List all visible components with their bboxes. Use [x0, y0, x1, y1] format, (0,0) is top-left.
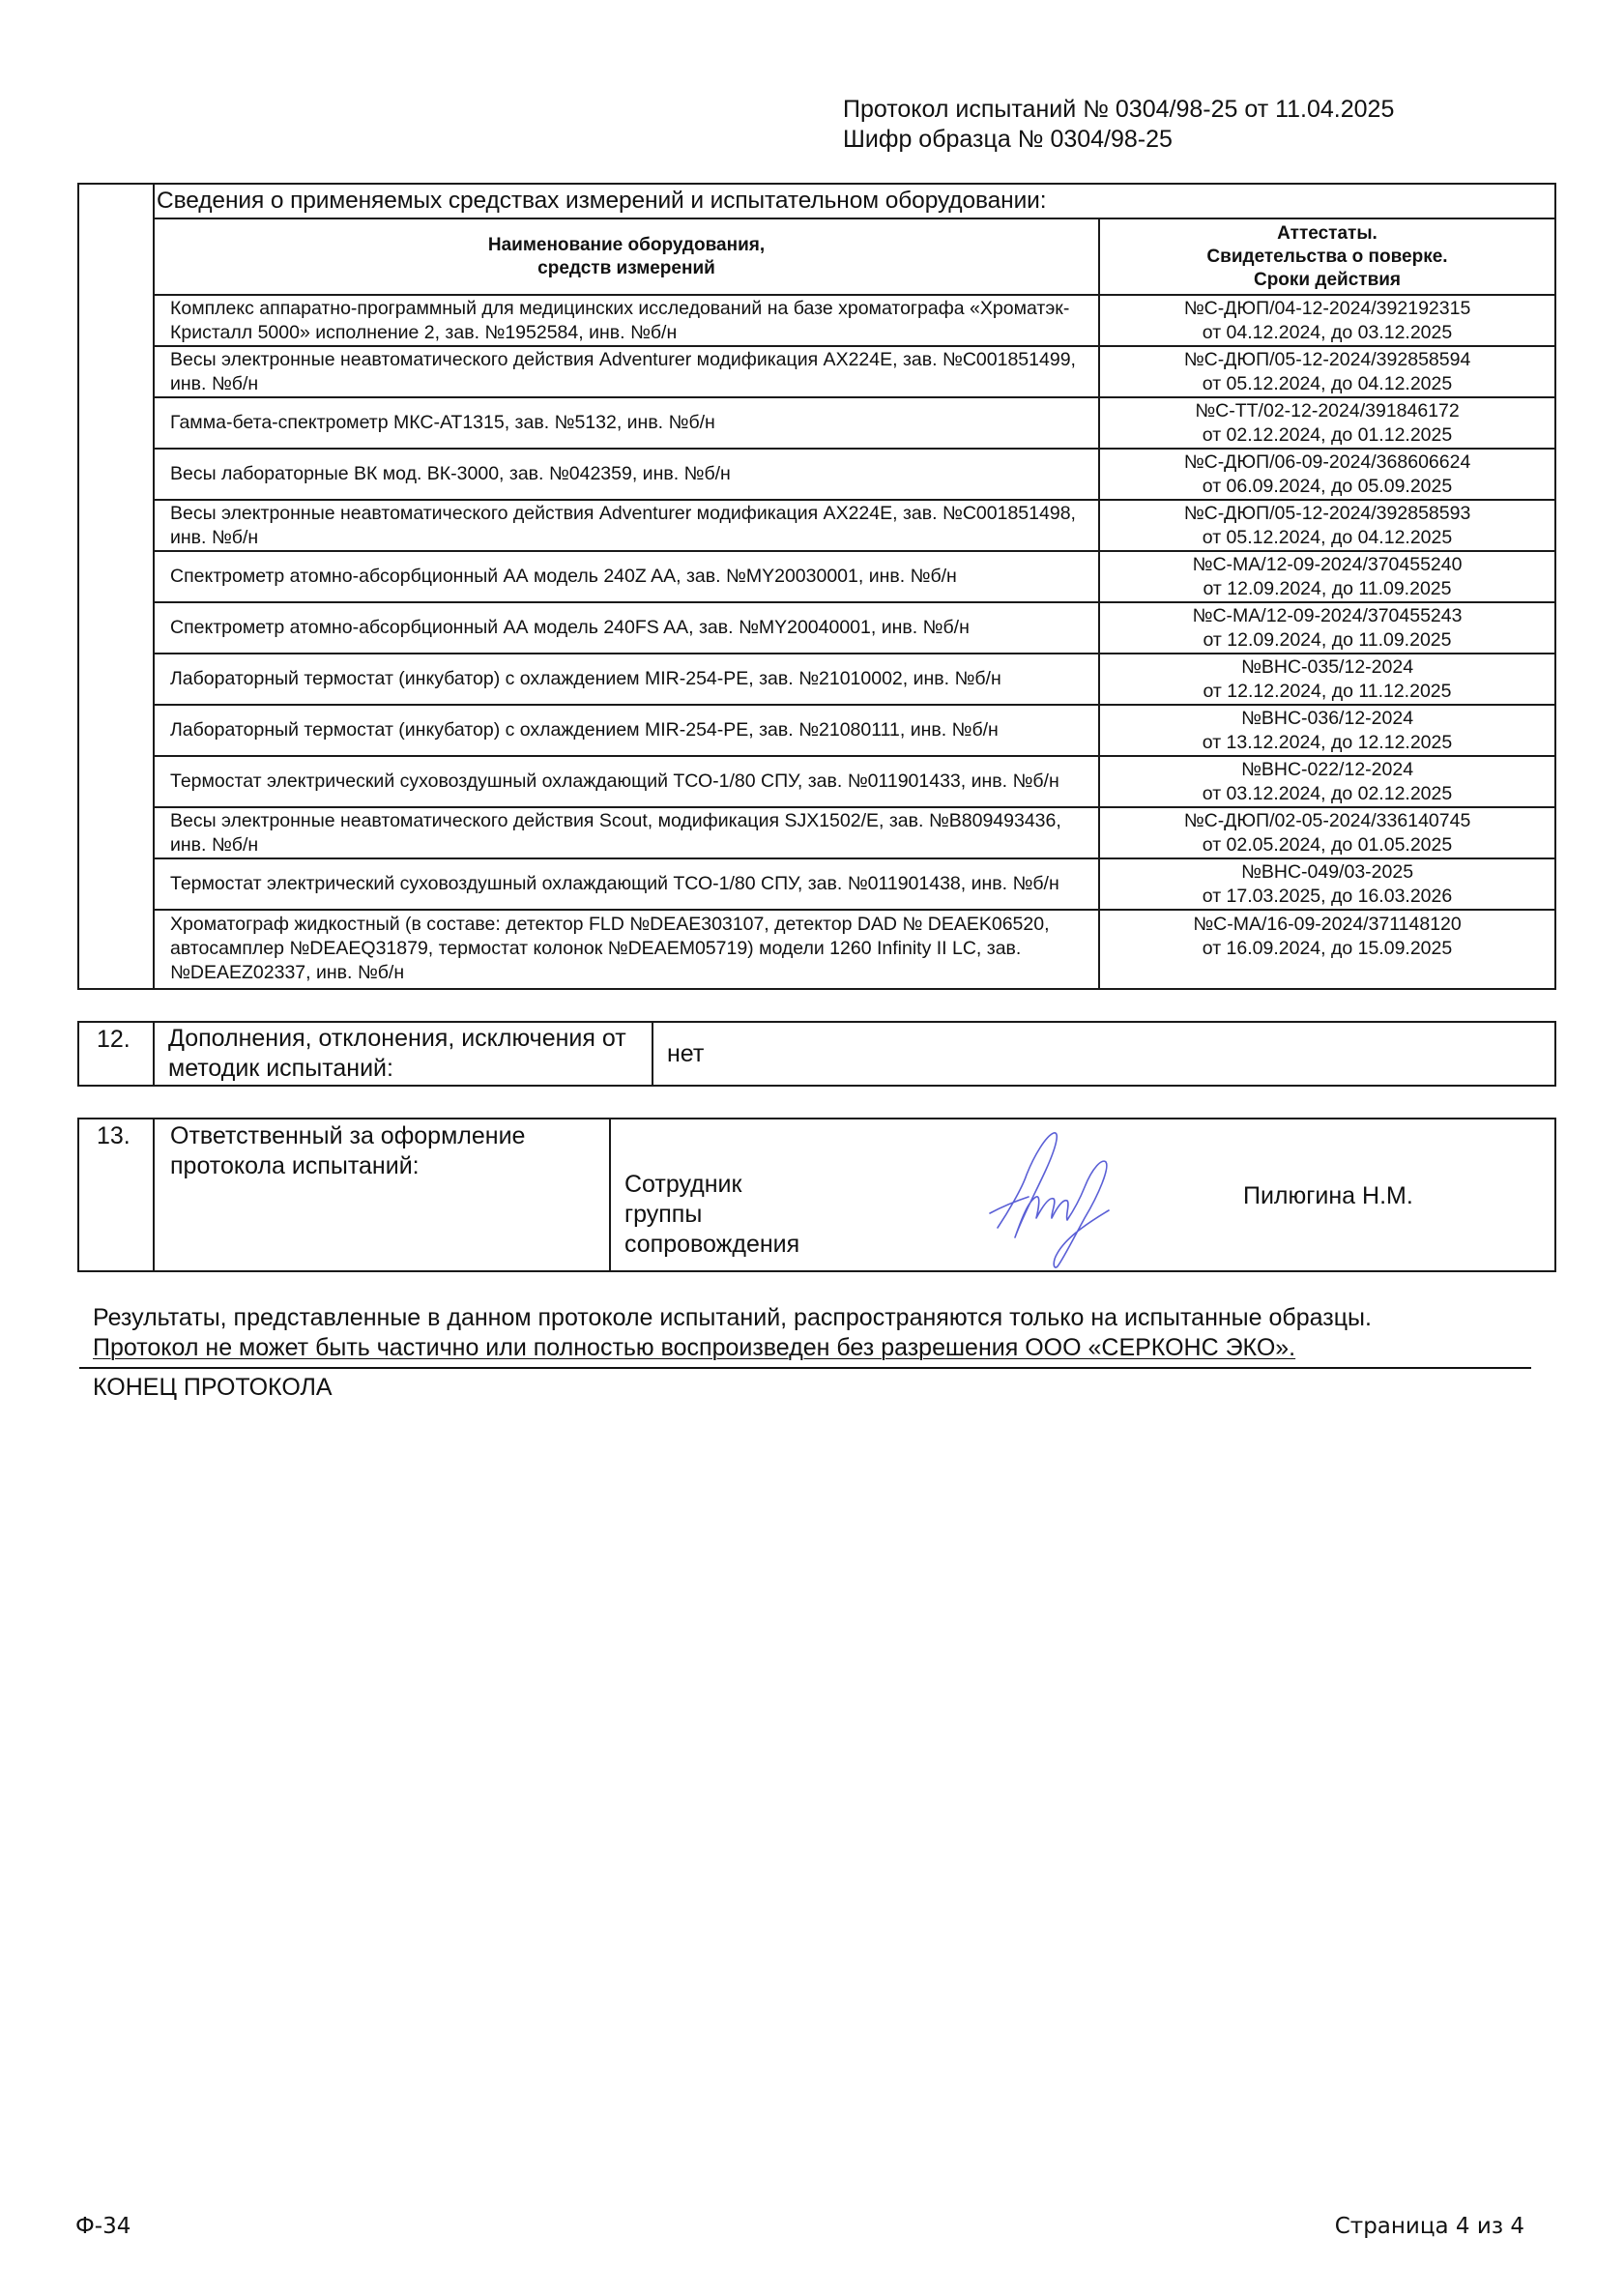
certificate-cell [1099, 756, 1555, 807]
certificate-validity: от 12.12.2024, до 11.12.2025 [1203, 680, 1452, 702]
equipment-name: Спектрометр атомно-абсорбционный АА модель 240FS AA, зав. №MY20040001, инв. №б/н [154, 602, 1099, 654]
certificate-validity: от 17.03.2025, до 16.03.2026 [1202, 885, 1453, 907]
sample-code-line: Шифр образца № 0304/98-25 [843, 126, 1173, 153]
equipment-row [78, 449, 1555, 500]
equipment-name: Лабораторный термостат (инкубатор) с охлаждением MIR-254-PE, зав. №21010002, инв. №б/н [154, 654, 1099, 705]
section-12-value: нет [652, 1022, 1555, 1086]
certificate-number: №С-ТТ/02-12-2024/391846172 [1195, 399, 1460, 421]
column-header-line: средств измерений [537, 257, 715, 278]
column-header-certificates [1099, 218, 1555, 295]
certificate-cell [1099, 346, 1555, 397]
certificate-number: №ВНС-036/12-2024 [1240, 707, 1414, 729]
equipment-name: Спектрометр атомно-абсорбционный АА модель 240Z AA, зав. №MY20030001, инв. №б/н [154, 551, 1099, 602]
certificate-validity: от 12.09.2024, до 11.09.2025 [1203, 577, 1452, 599]
certificate-cell [1099, 654, 1555, 705]
disclaimer-line-1: Результаты, представленные в данном протоколе испытаний, распространяются только на испытанные образцы. [93, 1304, 1372, 1331]
certificate-cell [1099, 449, 1555, 500]
certificate-cell [1099, 295, 1555, 346]
equipment-row [78, 654, 1555, 705]
end-of-protocol: КОНЕЦ ПРОТОКОЛА [93, 1374, 333, 1401]
protocol-number-line: Протокол испытаний № 0304/98-25 от 11.04.2025 [843, 96, 1395, 123]
column-header-line: Аттестаты. [1277, 222, 1378, 244]
certificate-number: №С-МА/16-09-2024/371148120 [1193, 914, 1462, 935]
certificate-number: №ВНС-022/12-2024 [1240, 758, 1414, 780]
responsible-role-text: Сотрудник группы сопровождения [624, 1171, 800, 1258]
certificate-validity: от 02.12.2024, до 01.12.2025 [1202, 423, 1453, 446]
equipment-row [78, 602, 1555, 654]
certificate-number: №ВНС-049/03-2025 [1240, 860, 1414, 883]
certificate-number: №С-ДЮП/05-12-2024/392858593 [1183, 502, 1471, 524]
equipment-name: Комплекс аппаратно-программный для медицинских исследований на базе хроматографа «Хроматэк-Кристалл 5000» исполнение 2, зав. №1952584, инв. №б/н [154, 295, 1099, 346]
equipment-row [78, 807, 1555, 858]
responsible-person-name: Пилюгина Н.М. [1243, 1182, 1413, 1209]
section-13-table [77, 1118, 1556, 1272]
certificate-cell [1099, 551, 1555, 602]
certificate-cell [1099, 807, 1555, 858]
equipment-row [78, 705, 1555, 756]
certificate-validity: от 16.09.2024, до 15.09.2025 [1202, 938, 1453, 959]
separator-line [79, 1367, 1531, 1369]
certificate-number: №С-ДЮП/02-05-2024/336140745 [1183, 809, 1471, 831]
certificate-cell [1099, 705, 1555, 756]
equipment-name: Гамма-бета-спектрометр МКС-АТ1315, зав. №5132, инв. №б/н [154, 397, 1099, 449]
disclaimer [93, 1303, 1562, 1363]
responsible-role [624, 1170, 818, 1260]
certificate-number: №С-ДЮП/04-12-2024/392192315 [1183, 297, 1471, 319]
equipment-caption: Сведения о применяемых средствах измерений и испытательном оборудовании: [154, 184, 1555, 218]
equipment-table [77, 183, 1556, 990]
disclaimer-line-2: Протокол не может быть частично или полностью воспроизведен без разрешения ООО «СЕРКОНС ЭКО». [93, 1334, 1296, 1361]
column-header-line: Наименование оборудования, [487, 234, 766, 255]
equipment-row [78, 910, 1555, 989]
equipment-name: Термостат электрический суховоздушный охлаждающий ТСО-1/80 СПУ, зав. №011901433, инв. №б/н [154, 756, 1099, 807]
certificate-validity: от 12.09.2024, до 11.09.2025 [1203, 628, 1452, 651]
section-13-signature-cell [610, 1119, 1555, 1271]
certificate-number: №С-ДЮП/05-12-2024/392858594 [1183, 348, 1471, 370]
certificate-number: №С-ДЮП/06-09-2024/368606624 [1183, 450, 1471, 473]
equipment-name: Весы лабораторные ВК мод. ВК-3000, зав. №042359, инв. №б/н [154, 449, 1099, 500]
page-number: Страница 4 из 4 [1334, 2214, 1524, 2239]
certificate-validity: от 06.09.2024, до 05.09.2025 [1202, 475, 1453, 497]
equipment-name: Хроматограф жидкостный (в составе: детектор FLD №DEAE303107, детектор DAD № DEAEK06520, автосамплер №DEAEQ31879, термостат колонок №DEAEM05719) модели 1260 Infinity II LC, зав. №DEAEZ02337, инв. №б/н [154, 910, 1099, 989]
certificate-validity: от 05.12.2024, до 04.12.2025 [1202, 526, 1453, 548]
section-13-label: Ответственный за оформление протокола испытаний: [154, 1119, 610, 1271]
equipment-row [78, 858, 1555, 910]
equipment-row [78, 756, 1555, 807]
certificate-validity: от 05.12.2024, до 04.12.2025 [1202, 372, 1453, 394]
equipment-header-row [78, 218, 1555, 295]
certificate-cell [1099, 858, 1555, 910]
equipment-row [78, 346, 1555, 397]
section-12-label: Дополнения, отклонения, исключения от методик испытаний: [154, 1022, 652, 1086]
section-12-table [77, 1021, 1556, 1087]
equipment-name: Весы электронные неавтоматического действия Scout, модификация SJX1502/E, зав. №B809493436, инв. №б/н [154, 807, 1099, 858]
certificate-validity: от 13.12.2024, до 12.12.2025 [1202, 731, 1453, 753]
certificate-number: №С-МА/12-09-2024/370455243 [1192, 604, 1463, 626]
equipment-name: Термостат электрический суховоздушный охлаждающий ТСО-1/80 СПУ, зав. №011901438, инв. №б/н [154, 858, 1099, 910]
section-number-cell [78, 184, 154, 989]
certificate-validity: от 03.12.2024, до 02.12.2025 [1202, 782, 1453, 804]
equipment-row [78, 397, 1555, 449]
handwritten-signature-icon [969, 1121, 1143, 1271]
equipment-row [78, 295, 1555, 346]
section-13-row [78, 1119, 1555, 1271]
document-header [843, 95, 1394, 155]
certificate-number: №С-МА/12-09-2024/370455240 [1192, 553, 1463, 575]
equipment-row [78, 551, 1555, 602]
equipment-name: Весы электронные неавтоматического действия Adventurer модификация AX224E, зав. №C001851499, инв. №б/н [154, 346, 1099, 397]
equipment-name: Лабораторный термостат (инкубатор) с охлаждением MIR-254-PE, зав. №21080111, инв. №б/н [154, 705, 1099, 756]
equipment-caption-row [78, 184, 1555, 218]
certificate-validity: от 04.12.2024, до 03.12.2025 [1202, 321, 1453, 343]
column-header-line: Свидетельства о поверке. [1206, 246, 1448, 267]
column-header-line: Сроки действия [1253, 269, 1402, 290]
certificate-cell [1099, 910, 1555, 989]
section-13-number: 13. [78, 1119, 154, 1271]
equipment-row [78, 500, 1555, 551]
form-code: Ф-34 [75, 2214, 131, 2239]
certificate-cell [1099, 500, 1555, 551]
certificate-validity: от 02.05.2024, до 01.05.2025 [1202, 833, 1453, 856]
section-12-row [78, 1022, 1555, 1086]
column-header-equipment-name [154, 218, 1099, 295]
section-12-number: 12. [78, 1022, 154, 1086]
certificate-cell [1099, 397, 1555, 449]
certificate-number: №ВНС-035/12-2024 [1240, 655, 1414, 678]
certificate-cell [1099, 602, 1555, 654]
equipment-name: Весы электронные неавтоматического действия Adventurer модификация AX224E, зав. №C001851498, инв. №б/н [154, 500, 1099, 551]
